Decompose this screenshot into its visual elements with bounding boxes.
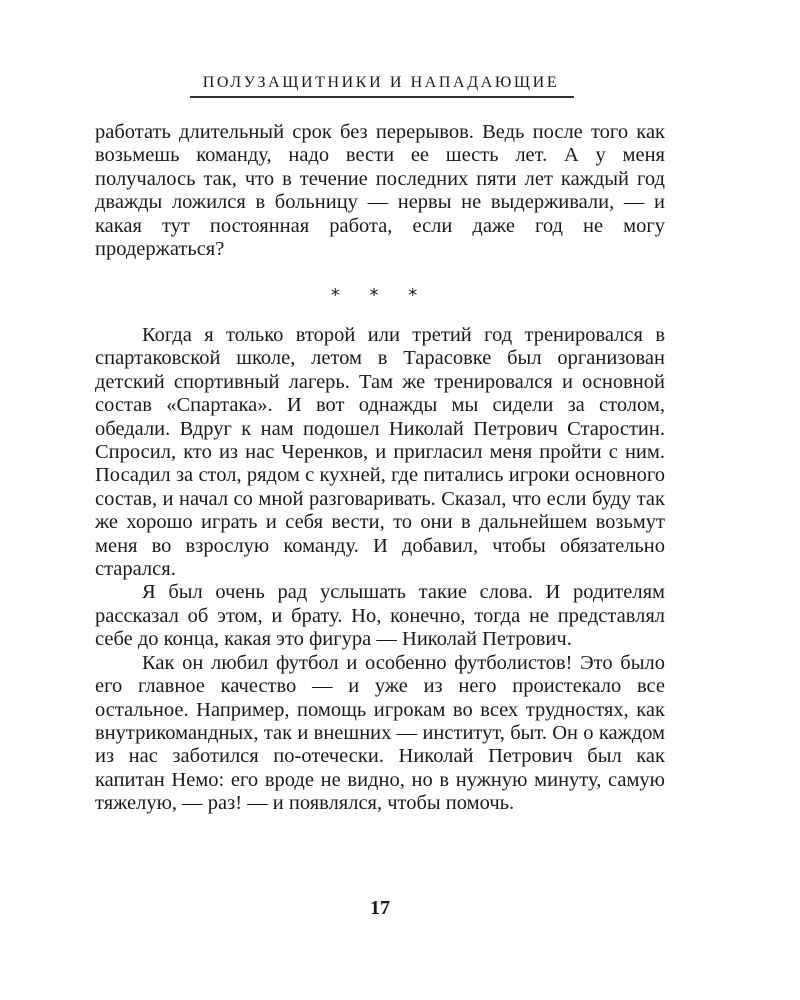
page-number: 17: [370, 897, 390, 919]
paragraph: Я был очень рад услышать такие слова. И родителям рассказал об этом, и брату. Но, конечно, тогда не представлял себе до конца, какая это фигура — Николай Петрович.: [95, 581, 665, 651]
body-text-continued: [95, 121, 665, 261]
body-text: [95, 324, 665, 816]
paragraph: Когда я только второй или третий год тренировался в спартаковской школе, летом в Тарасовке был организован детский спортивный лагерь. Там же тренировался и основной состав «Спартака». И вот однажды мы сидели за столом, обедали. Вдруг к нам подошел Николай Петрович Старостин. Спросил, кто из нас Черенков, и пригласил меня пройти с ним. Посадил за стол, рядом с кухней, где питались игроки основного состав, и начал со мной разговаривать. Сказал, что если буду так же хорошо играть и себя вести, то они в дальнейшем возьмут меня во взрослую команду. И добавил, чтобы обязательно старался.: [95, 324, 665, 581]
paragraph: Как он любил футбол и особенно футболистов! Это было его главное качество — и уже из него проистекало все остальное. Например, помощь игрокам во всех трудностях, как внутрикомандных, так и внешних — институт, быт. Он о каждом из нас заботился по-отечески. Николай Петрович был как капитан Немо: его вроде не видно, но в нужную минуту, самую тяжелую, — раз! — и появлялся, чтобы помочь.: [95, 651, 665, 815]
running-head-rule: [190, 96, 574, 98]
paragraph-continuation: работать длительный срок без перерывов. Ведь после того как возьмешь команду, надо вести ее шесть лет. А у меня получалось так, что в течение последних пяти лет каждый год дважды ложился в больницу — нервы не выдерживали, — и какая тут постоянная работа, если даже год не могу продержаться?: [95, 121, 665, 261]
running-head: ПОЛУЗАЩИТНИКИ И НАПАДАЮЩИЕ: [202, 74, 560, 91]
section-break-asterisks: * * *: [330, 285, 430, 306]
